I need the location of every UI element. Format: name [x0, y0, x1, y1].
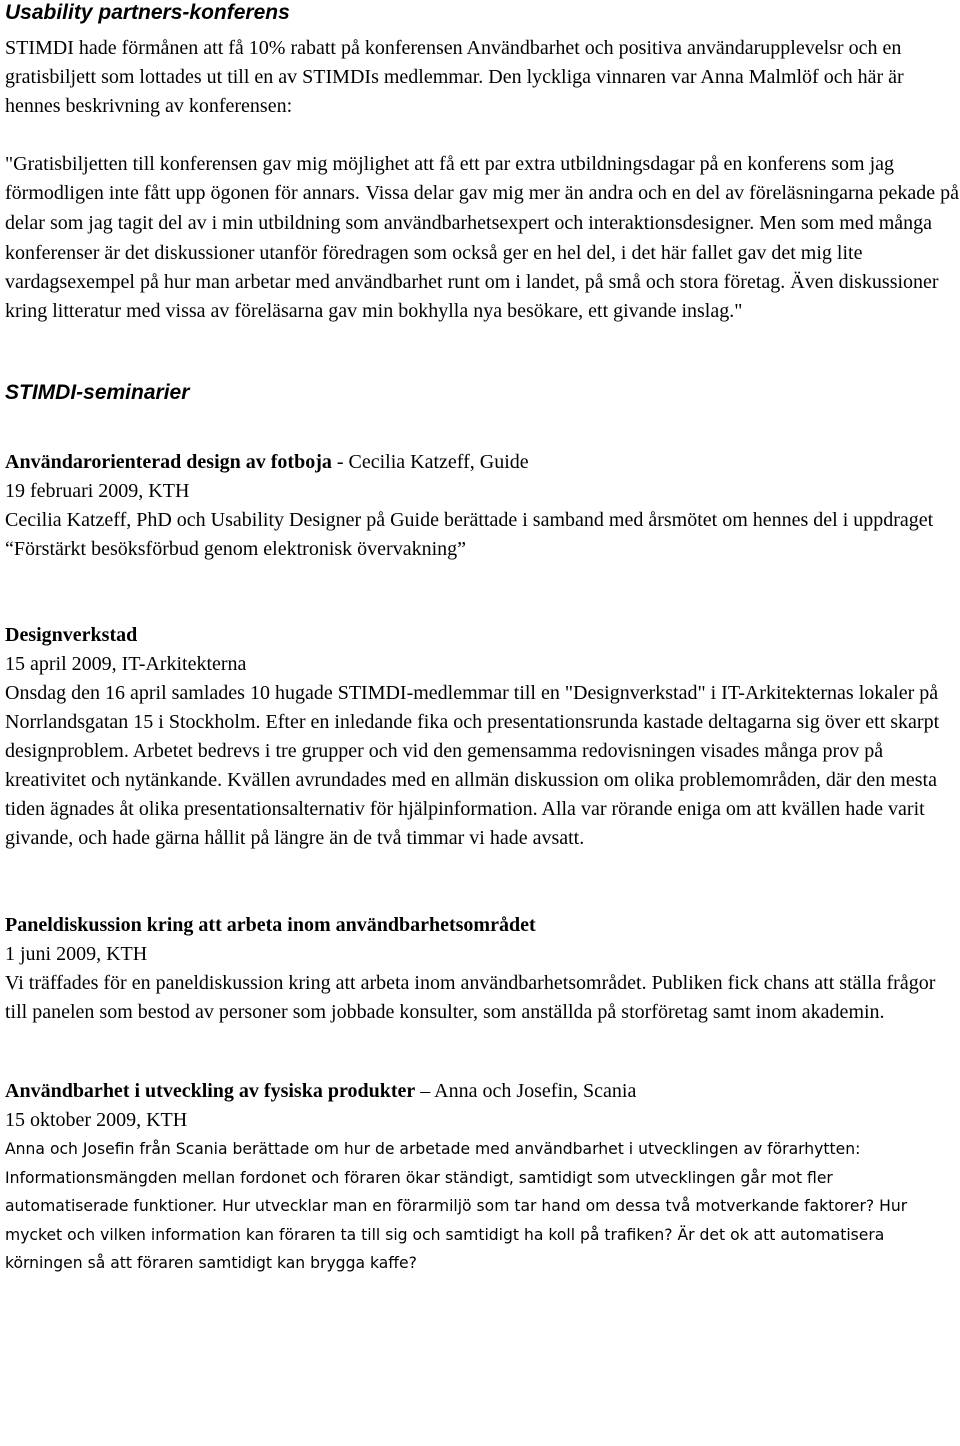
quote-paragraph [5, 150, 960, 326]
event-body: Anna och Josefin från Scania berättade om hur de arbetade med användbarhet i utvecklingen av förarhytten: Informationsmängden mellan fordonet och föraren ökar ständigt, samtidigt som utvecklingen går mot fler automatiserade funktioner. Hur utvecklar man en förarmiljö som tar hand om dessa två motverkande faktorer? Hur mycket och vilken information kan föraren ta till sig och samtidigt ha koll på trafiken? Är det ok att automatisera körningen så att föraren samtidigt kan brygga kaffe? [5, 1140, 908, 1272]
event-title: Användbarhet i utveckling av fysiska produkter [5, 1080, 416, 1102]
event-date: 15 oktober 2009, KTH [5, 1109, 188, 1131]
event-title-line [5, 911, 960, 940]
quote-part-3: Men som med många konferenser är det diskussioner utanför föredragen som också ger en hel del, i det här fallet gav det mig lite vardagsexempel på hur man arbetar med användbarhet runt om i landet, på små och stora företag. Även diskussioner kring litteratur med vissa av föreläsarna gav min bokhylla nya besökare, ett givande inslag." [5, 212, 939, 322]
event-title: Användarorienterad design av fotboja [5, 451, 332, 473]
event-fysiska-produkter [5, 1077, 960, 1278]
event-title-line [5, 621, 960, 650]
section-heading-seminarier: STIMDI-seminarier [5, 381, 190, 404]
event-fotboja [5, 448, 960, 564]
event-date: 19 februari 2009, KTH [5, 480, 190, 502]
event-designverkstad [5, 621, 960, 853]
event-title-suffix: - Cecilia Katzeff, Guide [331, 451, 529, 473]
section-heading-usability-partners: Usability partners-konferens [5, 1, 290, 24]
quote-part-2: Vissa delar gav mig mer än andra och en del av föreläsningarna pekade på delar som jag tagit del av i min utbildning som användbarhetsexpert och interaktionsdesigner. [5, 182, 960, 234]
event-title: Paneldiskussion kring att arbeta inom användbarhetsområdet [5, 914, 536, 936]
event-date: 1 juni 2009, KTH [5, 943, 148, 965]
event-body: Vi träffades för en paneldiskussion kring att arbeta inom användbarhetsområdet. Publiken fick chans att ställa frågor till panelen som bestod av personer som jobbade konsulter, som anställda på storföretag samt inom akademin. [5, 972, 936, 1023]
quote-part-1: "Gratisbiljetten till konferensen gav mig möjlighet att få ett par extra utbildningsdagar på en konferens som jag förmodligen inte fått upp ögonen för annars. [5, 153, 895, 204]
event-paneldiskussion [5, 911, 960, 1027]
event-title: Designverkstad [5, 624, 138, 646]
event-body: Cecilia Katzeff, PhD och Usability Designer på Guide berättade i samband med årsmötet om hennes del i uppdraget “Förstärkt besöksförbud genom elektronisk övervakning” [5, 509, 934, 560]
event-title-suffix: – Anna och Josefin, Scania [415, 1080, 637, 1102]
intro-paragraph: STIMDI hade förmånen att få 10% rabatt på konferensen Användbarhet och positiva användarupplevelsr och en gratisbiljett som lottades ut till en av STIMDIs medlemmar. Den lyckliga vinnaren var Anna Malmlöf och här är hennes beskrivning av konferensen: [5, 37, 904, 117]
event-body: Onsdag den 16 april samlades 10 hugade STIMDI-medlemmar till en "Designverkstad" i IT-Arkitekternas lokaler på Norrlandsgatan 15 i Stockholm. Efter en inledande fika och presentationsrunda kastade deltagarna sig över ett skarpt designproblem. Arbetet bedrevs i tre grupper och vid den gemensamma redovisningen visades många prov på kreativitet och nytänkande. Kvällen avrundades med en allmän diskussion om olika problemområden, där den mesta tiden ägnades åt olika presentationsalternativ för hjälpinformation. Alla var rörande eniga om att kvällen hade varit givande, och hade gärna hållit på längre än de två timmar vi hade avsatt. [5, 682, 940, 849]
event-title-line [5, 448, 960, 477]
event-date: 15 april 2009, IT-Arkitekterna [5, 653, 247, 675]
event-title-line [5, 1077, 960, 1106]
